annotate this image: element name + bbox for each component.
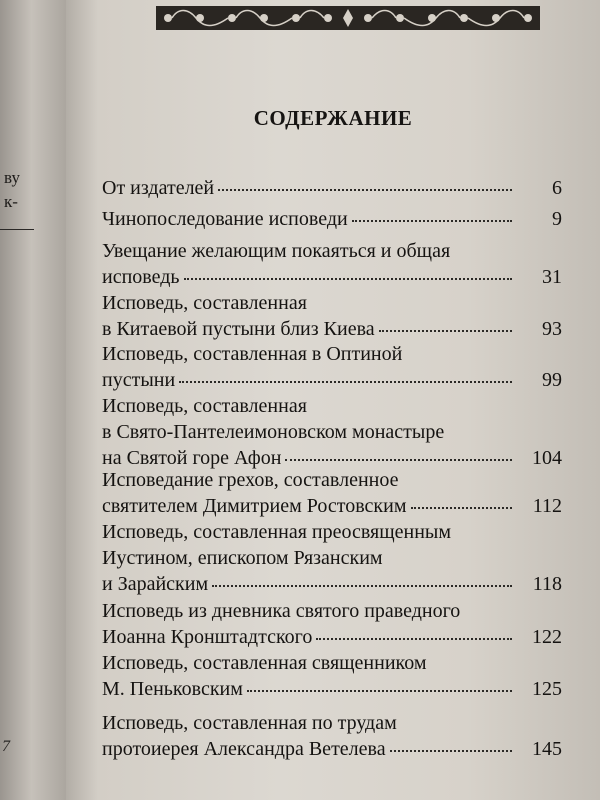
toc-entry-last-line [102, 571, 562, 597]
toc-page-number: 9 [552, 208, 562, 230]
dot-leader [184, 278, 512, 280]
toc-entry-last-line [102, 493, 562, 519]
toc-page-number: 99 [542, 369, 562, 391]
toc-entry-title: Исповедь, составленная преосвященным [102, 521, 452, 543]
dot-leader [218, 189, 512, 191]
toc-entry-last-line [102, 316, 562, 342]
toc-entry-title: Чинопоследование исповеди [102, 208, 348, 230]
toc-entry-title: на Святой горе Афон [102, 447, 282, 469]
table-of-contents [66, 0, 600, 800]
book-page [66, 0, 600, 800]
toc-entry-title: исповедь [102, 266, 180, 288]
toc-entry-title: Исповедь, составленная священником [102, 652, 427, 674]
toc-entry[interactable] [102, 519, 562, 597]
toc-page-number: 93 [542, 318, 562, 340]
toc-entry[interactable] [102, 710, 562, 762]
toc-entry[interactable] [102, 206, 562, 232]
previous-page-text: ву [4, 168, 20, 187]
page-title: СОДЕРЖАНИЕ [253, 106, 413, 130]
dot-leader [212, 585, 512, 587]
toc-entry-title: Исповедь, составленная в Оптиной [102, 343, 403, 365]
previous-page-rule [0, 229, 34, 230]
toc-entry[interactable] [102, 650, 562, 702]
dot-leader [316, 638, 512, 640]
dot-leader [179, 381, 512, 383]
toc-entry[interactable] [102, 467, 562, 519]
toc-entry-title: Иустином, епископом Рязанским [102, 547, 383, 569]
toc-entry-last-line [102, 206, 562, 232]
toc-page-number: 31 [542, 266, 562, 288]
dot-leader [411, 507, 512, 509]
toc-entry-title: Исповедание грехов, составленное [102, 469, 399, 491]
toc-entry-title: От издателей [102, 177, 215, 199]
previous-page-number: 7 [2, 738, 10, 755]
toc-entry-title: и Зарайским [102, 573, 209, 595]
dot-leader [390, 750, 512, 752]
toc-page-number: 104 [532, 447, 562, 469]
toc-entry-title: Исповедь, составленная [102, 292, 307, 314]
toc-entry[interactable] [102, 238, 562, 290]
toc-entry[interactable] [102, 290, 562, 342]
toc-entry-last-line [102, 676, 562, 702]
previous-page [0, 0, 70, 800]
toc-page-number: 125 [532, 678, 562, 700]
toc-entry[interactable] [102, 393, 562, 471]
dot-leader [379, 330, 512, 332]
toc-entry-title: Увещание желающим покаяться и общая [102, 240, 451, 262]
toc-entry-title: пустыни [102, 369, 176, 391]
toc-entry-title: Иоанна Кронштадтского [102, 626, 313, 648]
toc-entry-title: Исповедь, составленная [102, 395, 307, 417]
toc-entry-title: Исповедь, составленная по трудам [102, 712, 397, 734]
toc-page-number: 118 [532, 573, 562, 595]
toc-entry[interactable] [102, 175, 562, 201]
previous-page-text: к- [4, 192, 18, 211]
dot-leader [352, 220, 512, 222]
toc-entry-title: святителем Димитрием Ростовским [102, 495, 407, 517]
toc-page-number: 122 [532, 626, 562, 648]
toc-entry-last-line [102, 264, 562, 290]
dot-leader [247, 690, 512, 692]
toc-page-number: 6 [552, 177, 562, 199]
toc-entry[interactable] [102, 598, 562, 650]
toc-entry-title: в Свято-Пантелеимоновском монастыре [102, 421, 445, 443]
toc-entry-last-line [102, 736, 562, 762]
toc-entry-last-line [102, 367, 562, 393]
toc-entry-title: протоиерея Александра Ветелева [102, 738, 386, 760]
dot-leader [285, 459, 512, 461]
toc-entry-title: Исповедь из дневника святого праведного [102, 600, 461, 622]
toc-entry-last-line [102, 624, 562, 650]
toc-page-number: 145 [532, 738, 562, 760]
toc-entry-title: в Китаевой пустыни близ Киева [102, 318, 375, 340]
toc-entry[interactable] [102, 341, 562, 393]
toc-entry-title: М. Пеньковским [102, 678, 243, 700]
toc-entry-last-line [102, 175, 562, 201]
toc-page-number: 112 [532, 495, 562, 517]
